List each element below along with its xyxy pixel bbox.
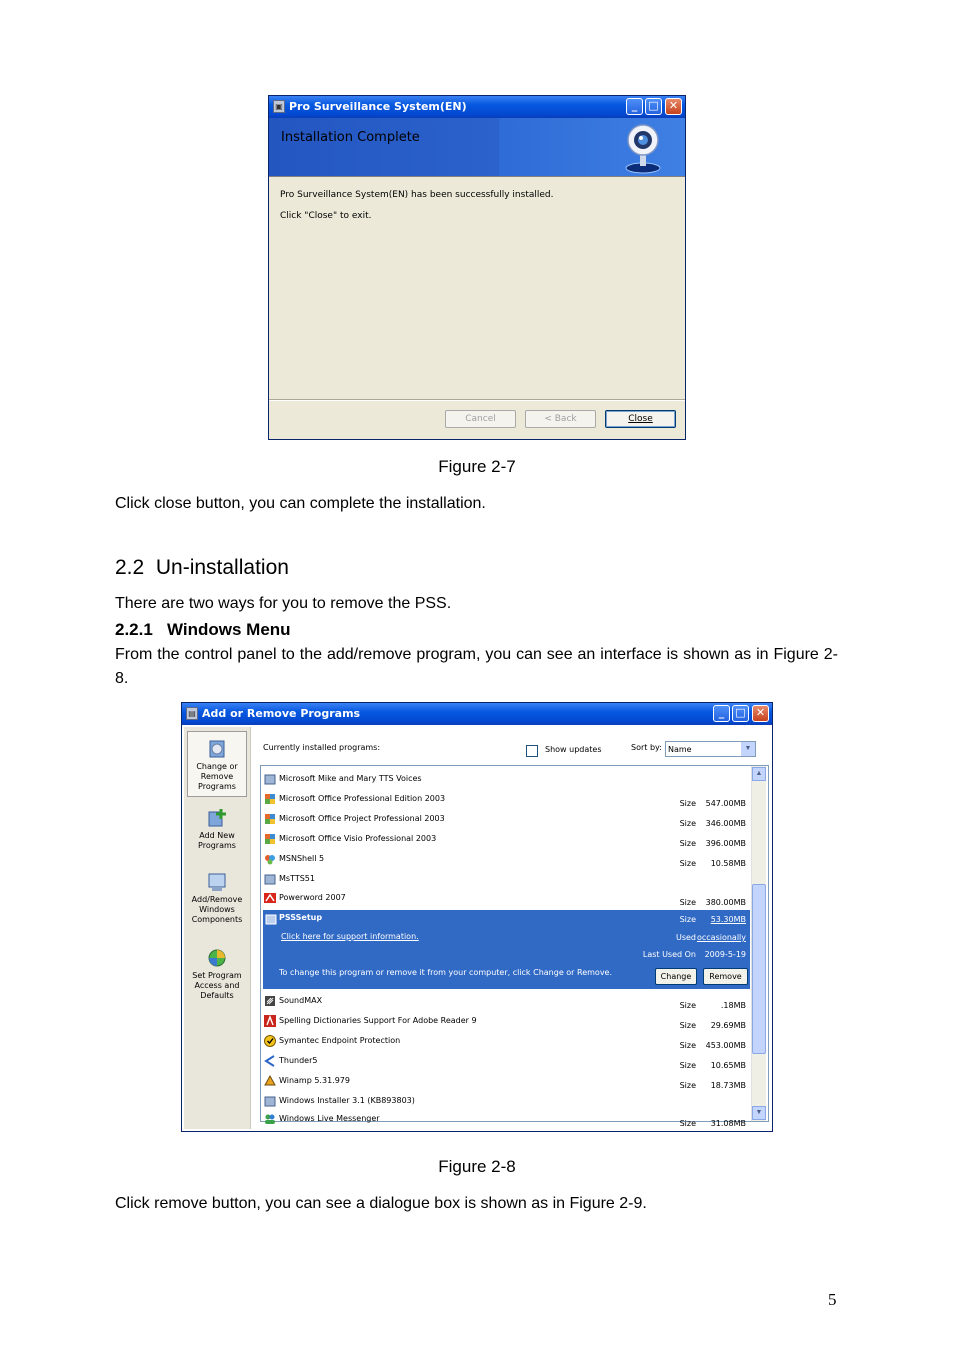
selected-program-block[interactable] <box>263 910 750 989</box>
add-remove-window-title: Add or Remove Programs <box>202 707 361 720</box>
windows-components-button[interactable] <box>184 871 250 925</box>
program-name: Windows Installer 3.1 (KB893803) <box>279 1096 415 1105</box>
selected-program-name: PSSSetup <box>279 913 323 922</box>
change-remove-programs-button[interactable] <box>187 731 247 797</box>
installer-window-title: Pro Surveillance System(EN) <box>289 100 467 113</box>
program-size: 31.08MB <box>710 1119 746 1128</box>
remove-button[interactable]: Remove <box>703 968 748 985</box>
minimize-icon[interactable]: _ <box>626 98 643 115</box>
size-label: Size <box>679 1061 696 1070</box>
size-label: Size <box>679 859 696 868</box>
program-row[interactable] <box>263 1012 750 1032</box>
show-updates-checkbox[interactable] <box>526 745 538 757</box>
cd-box-icon <box>206 738 228 760</box>
sort-by-label: Sort by: <box>631 743 662 752</box>
office-icon <box>264 793 276 805</box>
used-label: Used <box>675 933 696 942</box>
minimize-icon[interactable]: _ <box>713 705 730 722</box>
paragraph-remove: Click remove button, you can see a dialogue box is shown as in Figure 2-9. <box>115 1195 647 1212</box>
program-name: Microsoft Office Professional Edition 2003 <box>279 794 446 803</box>
program-row[interactable] <box>263 850 750 870</box>
thunder-icon <box>264 1055 276 1067</box>
installer-package-icon <box>264 1095 276 1107</box>
page-number: 5 <box>828 1290 837 1309</box>
program-name: Microsoft Office Visio Professional 2003 <box>279 834 437 843</box>
office-icon <box>264 813 276 825</box>
program-size: 18.73MB <box>710 1081 746 1090</box>
program-row[interactable] <box>263 830 750 850</box>
installer-window <box>268 95 686 440</box>
program-row[interactable] <box>263 810 750 830</box>
webcam-icon <box>623 122 663 174</box>
powerword-icon <box>264 892 276 904</box>
program-size: 380.00MB <box>705 898 746 907</box>
size-label: Size <box>679 1001 696 1010</box>
installer-banner-title: Installation Complete <box>281 130 420 145</box>
selected-program-size: 53.30MB <box>710 915 746 924</box>
program-size: 396.00MB <box>705 839 746 848</box>
used-value[interactable]: occasionally <box>696 933 746 942</box>
figure-2-7-caption: Figure 2-7 <box>438 457 516 476</box>
size-label: Size <box>679 1021 696 1030</box>
maximize-icon[interactable]: □ <box>645 98 662 115</box>
program-row[interactable] <box>263 1110 750 1130</box>
cancel-button[interactable]: Cancel <box>445 410 516 428</box>
program-name: Windows Live Messenger <box>279 1114 380 1123</box>
programs-list <box>260 765 769 1128</box>
installer-banner <box>269 118 685 176</box>
installer-app-icon: ▣ <box>273 100 285 113</box>
paragraph-two-ways: There are two ways for you to remove the PSS. <box>115 595 452 612</box>
change-button[interactable]: Change <box>655 968 697 985</box>
figure-2-8-caption: Figure 2-8 <box>438 1157 516 1176</box>
program-access-label: Set Program Access and Defaults <box>192 971 242 1000</box>
program-row[interactable] <box>263 790 750 810</box>
change-remove-hint: To change this program or remove it from your computer, click Change or Remove. <box>279 968 613 977</box>
scroll-thumb[interactable] <box>752 884 766 1054</box>
support-info-link[interactable]: Click here for support information. <box>281 932 419 941</box>
program-row[interactable] <box>263 1072 750 1092</box>
msn-butterfly-icon <box>264 853 276 865</box>
winamp-icon <box>264 1075 276 1087</box>
program-name: Symantec Endpoint Protection <box>279 1036 401 1045</box>
program-size: .18MB <box>720 1001 746 1010</box>
last-used-label: Last Used On <box>642 950 696 959</box>
size-label: Size <box>679 1119 696 1128</box>
program-row[interactable] <box>263 1092 750 1112</box>
add-new-programs-button[interactable] <box>184 807 250 851</box>
program-access-button[interactable] <box>184 947 250 1001</box>
close-icon[interactable]: ✕ <box>665 98 682 115</box>
subsection-heading: 2.2.1 Windows Menu <box>115 620 291 639</box>
installer-message-success: Pro Surveillance System(EN) has been successfully installed. <box>280 190 554 200</box>
installer-message-exit: Click "Close" to exit. <box>280 211 372 221</box>
program-size: 453.00MB <box>705 1041 746 1050</box>
sort-by-value: Name <box>668 745 692 754</box>
program-row[interactable] <box>263 1052 750 1072</box>
program-size: 10.58MB <box>710 859 746 868</box>
maximize-icon[interactable]: □ <box>732 705 749 722</box>
add-programs-icon <box>206 807 228 829</box>
section-heading: 2.2 Un-installation <box>115 556 289 579</box>
close-button[interactable]: Close <box>605 410 676 428</box>
tasks-sidebar <box>184 727 251 1129</box>
program-name: Microsoft Mike and Mary TTS Voices <box>279 774 422 783</box>
program-size: 29.69MB <box>710 1021 746 1030</box>
list-scrollbar[interactable] <box>751 766 766 1121</box>
programs-panel <box>260 727 769 1129</box>
installer-content <box>269 176 685 401</box>
size-label: Size <box>679 898 696 907</box>
scroll-down-icon[interactable]: ▼ <box>752 1106 766 1120</box>
program-size: 547.00MB <box>705 799 746 808</box>
office-icon <box>264 833 276 845</box>
change-remove-programs-label: Change or Remove Programs <box>196 762 238 791</box>
program-name: MSNShell 5 <box>279 854 325 863</box>
program-size: 346.00MB <box>705 819 746 828</box>
program-name: Microsoft Office Project Professional 2003 <box>279 814 445 823</box>
size-label: Size <box>679 819 696 828</box>
size-label: Size <box>679 1081 696 1090</box>
adobe-reader-icon <box>264 1015 276 1027</box>
size-label: Size <box>679 915 696 924</box>
add-remove-window <box>181 702 773 1132</box>
installer-separator <box>269 399 685 401</box>
pss-setup-icon <box>265 913 277 925</box>
size-label: Size <box>679 799 696 808</box>
program-name: SoundMAX <box>279 996 323 1005</box>
scroll-up-icon[interactable]: ▲ <box>752 767 766 781</box>
currently-installed-label: Currently installed programs: <box>263 743 381 752</box>
installer-package-icon <box>264 873 276 885</box>
back-button[interactable]: < Back <box>525 410 596 428</box>
soundmax-icon <box>264 995 276 1007</box>
symantec-icon <box>264 1035 276 1047</box>
program-name: Spelling Dictionaries Support For Adobe Reader 9 <box>279 1016 477 1025</box>
program-row[interactable] <box>263 992 750 1012</box>
program-row[interactable] <box>263 889 750 909</box>
program-row[interactable] <box>263 1032 750 1052</box>
size-label: Size <box>679 839 696 848</box>
installer-titlebar[interactable] <box>269 96 685 118</box>
last-used-value: 2009-5-19 <box>704 950 746 959</box>
installer-package-icon <box>264 773 276 785</box>
paragraph-close: Click close button, you can complete the installation. <box>115 495 486 512</box>
show-updates-label: Show updates <box>545 745 602 754</box>
add-remove-titlebar[interactable] <box>182 703 772 725</box>
close-icon[interactable]: ✕ <box>752 705 769 722</box>
chevron-down-icon[interactable]: ▼ <box>741 742 755 756</box>
add-new-programs-label: Add New Programs <box>198 831 236 850</box>
program-name: Thunder5 <box>279 1056 318 1065</box>
windows-components-label: Add/Remove Windows Components <box>191 895 243 924</box>
messenger-icon <box>264 1113 276 1125</box>
program-row[interactable] <box>263 870 750 890</box>
program-access-icon <box>206 947 228 969</box>
program-size: 10.65MB <box>710 1061 746 1070</box>
paragraph-control-panel: From the control panel to the add/remove program, you can see an interface is shown as in Figure 2-8. <box>115 646 838 687</box>
program-name: Powerword 2007 <box>279 893 346 902</box>
windows-components-icon <box>206 871 228 893</box>
sort-by-select[interactable] <box>665 741 756 757</box>
program-name: Winamp 5.31.979 <box>279 1076 350 1085</box>
program-name: MsTTS51 <box>279 874 315 883</box>
program-row[interactable] <box>263 770 750 790</box>
add-remove-app-icon: ▤ <box>186 707 198 720</box>
size-label: Size <box>679 1041 696 1050</box>
